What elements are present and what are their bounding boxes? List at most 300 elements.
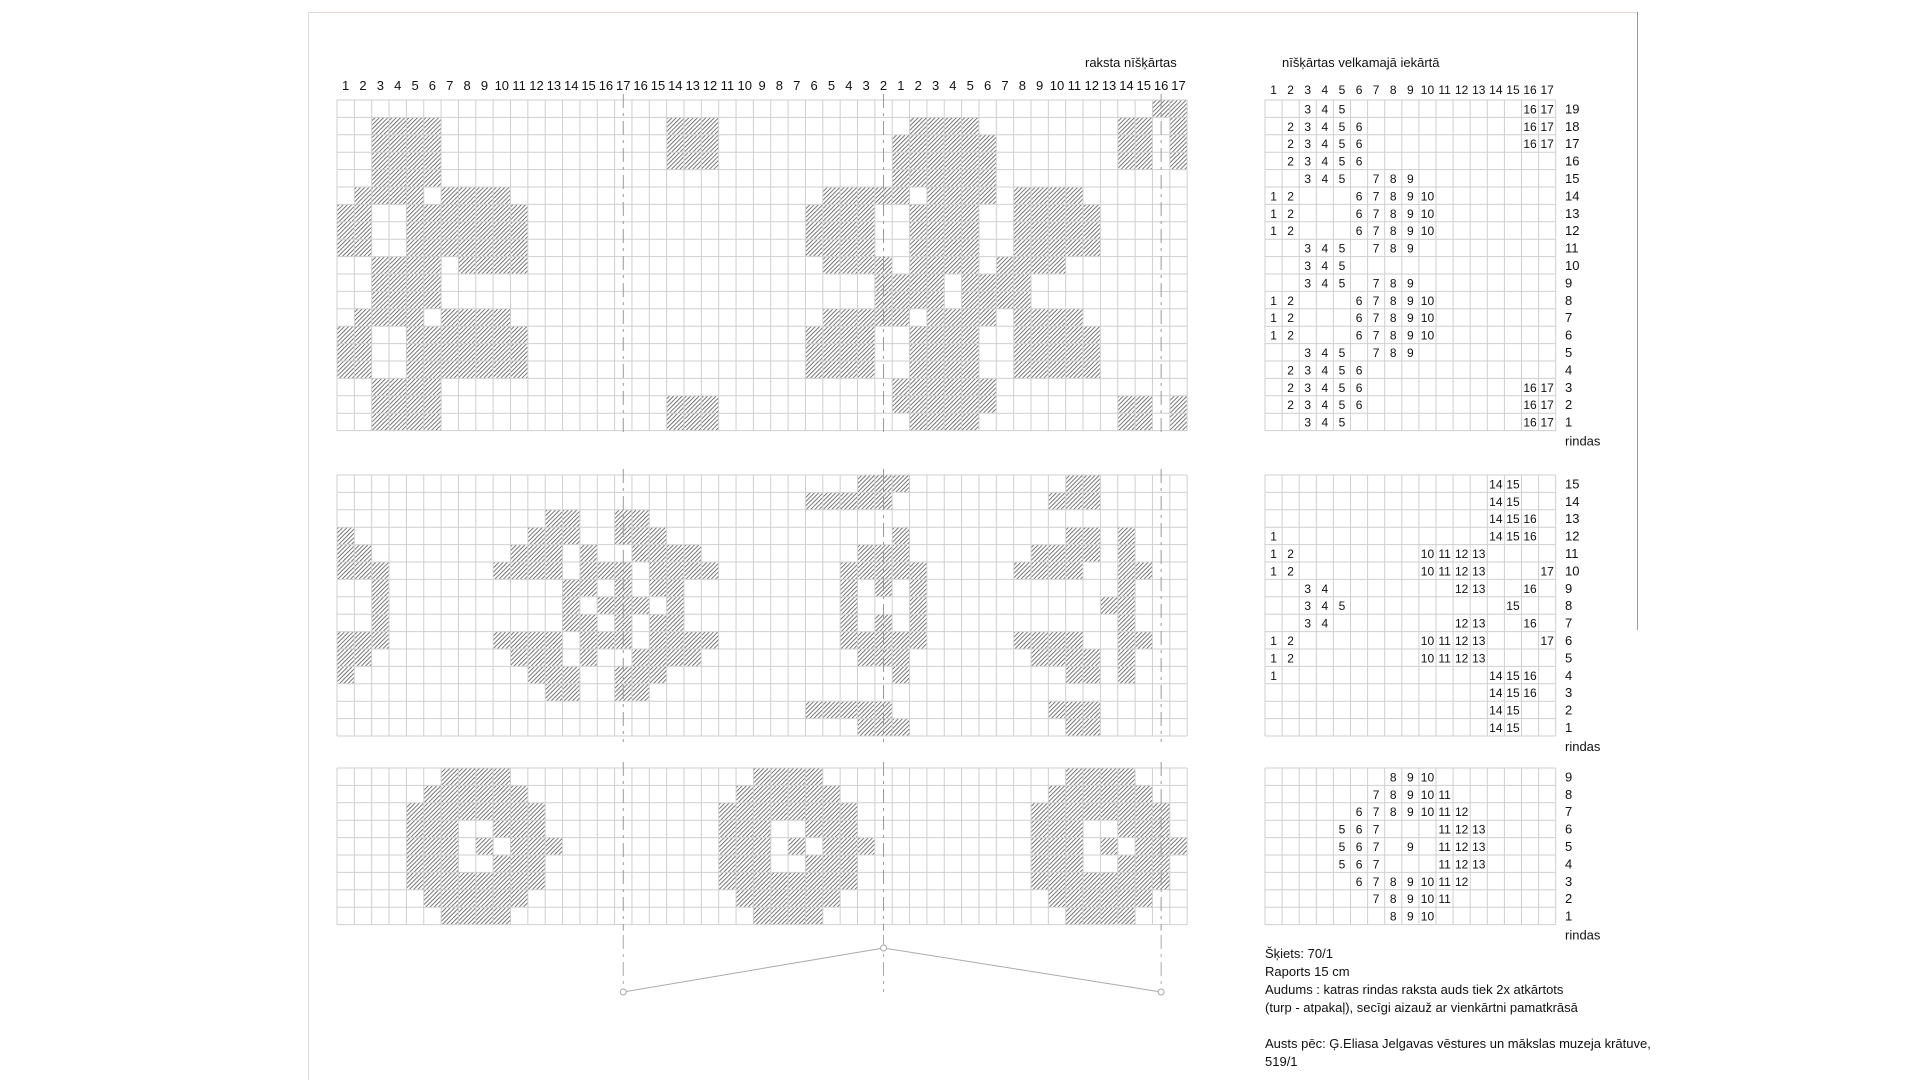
pattern-cell-filled [458,890,475,907]
threading-cell-number: 15 [1506,599,1520,614]
pattern-cell-filled [511,820,528,837]
pattern-cell-filled [840,326,857,343]
pattern-cell-filled [511,239,528,256]
pattern-cell-filled [511,361,528,378]
pattern-cell-filled [389,413,406,430]
threading-cell-number: 11 [1438,564,1451,579]
pattern-cell-filled [1066,701,1083,718]
pattern-cell-filled [424,135,441,152]
pattern-cell-filled [892,187,909,204]
pattern-cell-filled [753,768,770,785]
threading-cell-number: 3 [1304,137,1312,152]
pattern-cell-filled [563,684,580,701]
pattern-cell-filled [805,872,822,889]
pattern-cell-filled [1083,492,1100,509]
threading-cell-number: 17 [1540,119,1554,134]
threading-cell-number: 11 [1438,634,1451,648]
pattern-cell-filled [910,170,927,187]
pattern-cell-filled [1014,257,1031,274]
row-number: 8 [1565,598,1573,614]
threading-cell-number: 3 [1304,119,1312,134]
pattern-cell-filled [337,326,354,343]
pattern-cell-filled [1135,396,1152,413]
pattern-cell-filled [910,222,927,239]
threading-cell-number: 2 [1287,564,1294,579]
pattern-cell-filled [667,135,684,152]
pattern-cell-filled [805,820,822,837]
pattern-cell-filled [840,309,857,326]
threading-cell-number: 9 [1407,874,1414,889]
pattern-cell-filled [337,562,354,579]
row-number: 10 [1565,563,1580,579]
pattern-cell-filled [1066,719,1083,736]
pattern-cell-filled [1048,361,1065,378]
threading-cell-number: 7 [1372,276,1380,291]
pattern-cell-filled [563,597,580,614]
pattern-cell-filled [927,291,944,308]
row-number: 4 [1565,667,1573,683]
pattern-cell-filled [805,785,822,802]
threading-cell-number: 8 [1389,805,1397,820]
pattern-cell-filled [1135,785,1152,802]
pattern-cell-filled [580,649,597,666]
pattern-cell-filled [458,768,475,785]
row-number: 3 [1565,685,1573,701]
pattern-cell-filled [441,326,458,343]
threading-cell-number: 9 [1407,189,1414,204]
threading-cell-number: 2 [1287,363,1294,378]
pattern-cell-filled [979,274,996,291]
pattern-column-number: 1 [897,78,905,93]
threading-cell-number: 1 [1270,224,1277,239]
pattern-cell-filled [563,666,580,683]
pattern-cell-filled [1031,545,1048,562]
pattern-cell-filled [858,838,875,855]
row-number: 13 [1565,511,1580,527]
row-number: 3 [1565,873,1573,889]
pattern-cell-filled [1048,838,1065,855]
pattern-cell-filled [1083,719,1100,736]
pattern-cell-filled [927,309,944,326]
pattern-cell-filled [1083,907,1100,924]
pattern-cell-filled [892,274,909,291]
pattern-cell-filled [1031,872,1048,889]
threading-cell-number: 5 [1338,102,1346,117]
threading-cell-number: 7 [1372,874,1380,889]
threading-cell-number: 9 [1407,276,1414,291]
pattern-cell-filled [927,152,944,169]
threading-cell-number: 5 [1338,363,1346,378]
pattern-cell-filled [1066,803,1083,820]
pattern-cell-filled [910,152,927,169]
block-3-pattern-grid [337,762,1187,931]
row-number: 7 [1565,615,1573,631]
pattern-cell-filled [1031,187,1048,204]
pattern-cell-filled [545,510,562,527]
pattern-cell-filled [944,152,961,169]
threading-cell-number: 7 [1372,311,1380,326]
pattern-cell-filled [1083,666,1100,683]
pattern-cell-filled [823,838,840,855]
pattern-cell-filled [1048,204,1065,221]
pattern-cell-filled [927,222,944,239]
threading-cell-number: 14 [1489,668,1503,683]
threading-cell-number: 10 [1420,206,1435,221]
pattern-cell-filled [667,545,684,562]
pattern-cell-filled [1118,597,1135,614]
row-number: 2 [1565,397,1573,413]
threading-cell-number: 12 [1454,857,1469,872]
threading-cell-number: 15 [1506,494,1520,509]
pattern-cell-filled [1066,527,1083,544]
pattern-column-number: 11 [1067,78,1082,93]
pattern-cell-filled [424,820,441,837]
pattern-cell-filled [771,803,788,820]
pattern-cell-filled [1135,855,1152,872]
threading-cell-number: 13 [1472,616,1486,631]
pattern-cell-filled [511,838,528,855]
pattern-cell-filled [424,152,441,169]
pattern-cell-filled [493,344,510,361]
pattern-cell-filled [910,257,927,274]
row-number: 15 [1565,476,1580,492]
threading-cell-number: 8 [1389,874,1397,889]
pattern-cell-filled [528,820,545,837]
repeat-bracket [620,935,1164,995]
pattern-column-number: 11 [512,78,526,93]
pattern-cell-filled [458,344,475,361]
threading-cell-number: 17 [1540,398,1554,413]
pattern-cell-filled [458,257,475,274]
bracket-node [1158,989,1164,995]
pattern-cell-filled [441,907,458,924]
threading-cell-number: 2 [1287,651,1294,666]
pattern-column-number: 12 [1084,78,1099,93]
pattern-cell-filled [788,838,805,855]
threading-cell-number: 9 [1407,909,1414,924]
threading-cell-number: 1 [1270,564,1277,579]
pattern-cell-filled [944,413,961,430]
pattern-column-number: 6 [428,78,437,93]
threading-cell-number: 5 [1338,241,1346,256]
pattern-cell-filled [441,361,458,378]
pattern-cell-filled [1031,632,1048,649]
pattern-cell-filled [441,222,458,239]
threading-cell-number: 5 [1338,415,1346,430]
rows-label: rindas [1565,433,1601,449]
pattern-cell-filled [927,239,944,256]
pattern-cell-filled [944,309,961,326]
pattern-column-number: 9 [480,78,489,93]
pattern-cell-filled [892,309,909,326]
pattern-cell-filled [1170,135,1187,152]
pattern-cell-filled [1048,562,1065,579]
threading-cell-number: 7 [1372,892,1380,907]
pattern-cell-filled [1100,597,1117,614]
pattern-cell-filled [753,872,770,889]
pattern-cell-filled [1083,527,1100,544]
pattern-cell-filled [701,135,718,152]
rows-label: rindas [1565,739,1601,754]
pattern-cell-filled [511,344,528,361]
threading-cell-number: 3 [1304,616,1312,631]
pattern-cell-filled [476,309,493,326]
pattern-cell-filled [476,257,493,274]
threading-cell-number: 7 [1372,805,1380,820]
pattern-cell-filled [1048,785,1065,802]
pattern-cell-filled [736,838,753,855]
pattern-cell-filled [979,152,996,169]
pattern-cell-filled [511,204,528,221]
pattern-cell-filled [354,309,371,326]
pattern-cell-filled [476,838,493,855]
pattern-cell-filled [840,838,857,855]
pattern-cell-filled [910,361,927,378]
pattern-cell-filled [372,152,389,169]
pattern-cell-filled [858,257,875,274]
pattern-cell-filled [597,632,614,649]
pattern-cell-filled [406,413,423,430]
pattern-column-number: 15 [1136,78,1152,93]
pattern-column-number: 5 [966,78,974,93]
pattern-cell-filled [406,117,423,134]
pattern-cell-filled [962,344,979,361]
pattern-cell-filled [1118,527,1135,544]
threading-cell-number: 14 [1489,703,1503,718]
pattern-cell-filled [458,204,475,221]
threading-cell-number: 11 [1438,857,1451,872]
pattern-cell-filled [476,361,493,378]
pattern-cell-filled [1031,838,1048,855]
pattern-cell-filled [1031,204,1048,221]
pattern-cell-filled [354,361,371,378]
row-number: 5 [1565,650,1573,666]
threading-cell-number: 4 [1321,154,1329,169]
pattern-cell-filled [545,545,562,562]
pattern-cell-filled [753,855,770,872]
row-number: 2 [1565,891,1573,907]
pattern-cell-filled [424,170,441,187]
pattern-cell-filled [719,838,736,855]
threading-cell-number: 4 [1321,102,1329,117]
threading-cell-number: 15 [1506,703,1520,718]
pattern-cell-filled [840,257,857,274]
pattern-cell-filled [511,872,528,889]
threading-column-number: 17 [1540,83,1554,97]
pattern-cell-filled [1031,257,1048,274]
pattern-cell-filled [458,239,475,256]
note-source-line-2: 519/1 [1265,1054,1298,1069]
pattern-cell-filled [424,291,441,308]
pattern-cell-filled [667,597,684,614]
pattern-cell-filled [337,527,354,544]
pattern-cell-filled [892,152,909,169]
pattern-column-number: 16 [633,78,648,93]
threading-cell-number: 16 [1523,581,1537,596]
pattern-cell-filled [458,907,475,924]
row-number: 12 [1565,528,1580,544]
pattern-cell-filled [701,396,718,413]
pattern-cell-filled [927,187,944,204]
pattern-cell-filled [511,632,528,649]
pattern-cell-filled [858,239,875,256]
threading-cell-number: 13 [1472,634,1486,648]
pattern-cell-filled [424,838,441,855]
pattern-cell-filled [1118,152,1135,169]
pattern-cell-filled [979,378,996,395]
threading-cell-number: 4 [1321,241,1329,256]
pattern-cell-filled [372,562,389,579]
row-number: 12 [1565,223,1580,239]
pattern-column-number: 15 [581,78,596,93]
pattern-cell-filled [563,579,580,596]
threading-cell-number: 8 [1389,909,1397,924]
pattern-cell-filled [840,632,857,649]
threading-cell-number: 2 [1287,154,1294,169]
threading-cell-number: 6 [1355,154,1363,169]
pattern-cell-filled [962,170,979,187]
pattern-cell-filled [1118,562,1135,579]
threading-cell-number: 15 [1506,668,1520,683]
threading-cell-number: 16 [1523,529,1537,544]
pattern-cell-filled [424,274,441,291]
pattern-cell-filled [962,152,979,169]
pattern-cell-filled [736,890,753,907]
pattern-cell-filled [1066,768,1083,785]
threading-cell-number: 13 [1472,822,1486,837]
pattern-cell-filled [1118,579,1135,596]
threading-column-number: 4 [1321,83,1329,97]
pattern-cell-filled [337,239,354,256]
notes-block [1265,945,1651,1071]
pattern-cell-filled [979,291,996,308]
threading-cell-number: 8 [1389,328,1397,343]
pattern-cell-filled [1014,239,1031,256]
pattern-cell-filled [1014,562,1031,579]
pattern-cell-filled [858,222,875,239]
threading-cell-number: 6 [1355,189,1363,204]
pattern-cell-filled [1066,838,1083,855]
threading-column-number: 14 [1489,83,1503,97]
pattern-cell-filled [823,820,840,837]
threading-cell-number: 7 [1372,822,1380,837]
threading-cell-number: 14 [1489,529,1503,544]
threading-cell-number: 6 [1355,206,1363,221]
pattern-column-number: 17 [616,78,631,93]
threading-cell-number: 1 [1270,189,1277,204]
row-number: 3 [1565,379,1573,395]
pattern-cell-filled [1135,152,1152,169]
pattern-cell-filled [337,204,354,221]
pattern-cell-filled [840,701,857,718]
pattern-cell-filled [406,361,423,378]
pattern-cell-filled [1118,135,1135,152]
threading-cell-number: 15 [1506,529,1520,544]
pattern-cell-filled [1048,872,1065,889]
pattern-cell-filled [840,239,857,256]
threading-cell-number: 5 [1338,346,1346,360]
threading-cell-number: 4 [1321,398,1329,413]
threading-cell-number: 15 [1506,477,1520,492]
threading-cell-number: 9 [1407,805,1414,820]
pattern-cell-filled [1066,492,1083,509]
pattern-cell-filled [389,117,406,134]
threading-cell-number: 6 [1355,874,1363,889]
threading-cell-number: 8 [1389,346,1397,360]
threading-cell-number: 4 [1321,380,1329,395]
pattern-cell-filled [684,562,701,579]
pattern-cell-filled [1014,361,1031,378]
threading-cell-number: 10 [1420,892,1435,907]
pattern-cell-filled [927,204,944,221]
pattern-cell-filled [493,907,510,924]
threading-column-number: 1 [1270,83,1277,97]
threading-cell-number: 7 [1372,241,1380,256]
pattern-cell-filled [424,413,441,430]
pattern-cell-filled [979,187,996,204]
pattern-cell-filled [1066,785,1083,802]
pattern-cell-filled [493,785,510,802]
pattern-cell-filled [458,785,475,802]
pattern-column-number: 8 [775,78,784,93]
pattern-cell-filled [1031,820,1048,837]
pattern-cell-filled [372,135,389,152]
pattern-cell-filled [406,326,423,343]
threading-cell-number: 10 [1420,874,1435,889]
threading-cell-number: 5 [1338,172,1346,186]
pattern-cell-filled [805,907,822,924]
pattern-cell-filled [389,187,406,204]
pattern-cell-filled [493,890,510,907]
block-1-threading-grid [1265,100,1601,449]
pattern-cell-filled [372,413,389,430]
pattern-cell-filled [962,326,979,343]
pattern-cell-filled [1048,890,1065,907]
threading-cell-number: 17 [1540,102,1554,117]
pattern-cell-filled [476,768,493,785]
threading-cell-number: 9 [1407,892,1414,907]
pattern-cell-filled [927,344,944,361]
threading-cell-number: 4 [1321,119,1329,134]
pattern-cell-filled [406,135,423,152]
threading-cell-number: 4 [1321,363,1329,378]
pattern-cell-filled [580,632,597,649]
pattern-cell-filled [354,326,371,343]
pattern-cell-filled [1048,492,1065,509]
pattern-cell-filled [511,257,528,274]
pattern-cell-filled [927,413,944,430]
bracket-node [881,945,887,951]
pattern-cell-filled [424,378,441,395]
threading-cell-number: 9 [1407,293,1414,308]
pattern-column-number: 3 [931,78,940,93]
pattern-cell-filled [1066,562,1083,579]
row-number: 1 [1565,908,1573,924]
pattern-cell-filled [840,579,857,596]
pattern-cell-filled [1118,907,1135,924]
threading-cell-number: 12 [1454,840,1469,854]
pattern-cell-filled [805,701,822,718]
threading-column-number: 13 [1472,83,1486,97]
pattern-cell-filled [424,222,441,239]
threading-cell-number: 12 [1454,822,1469,837]
threading-cell-number: 5 [1338,119,1346,134]
pattern-cell-filled [632,597,649,614]
pattern-cell-filled [892,719,909,736]
pattern-cell-filled [823,492,840,509]
pattern-cell-filled [372,632,389,649]
threading-cell-number: 3 [1304,363,1312,378]
